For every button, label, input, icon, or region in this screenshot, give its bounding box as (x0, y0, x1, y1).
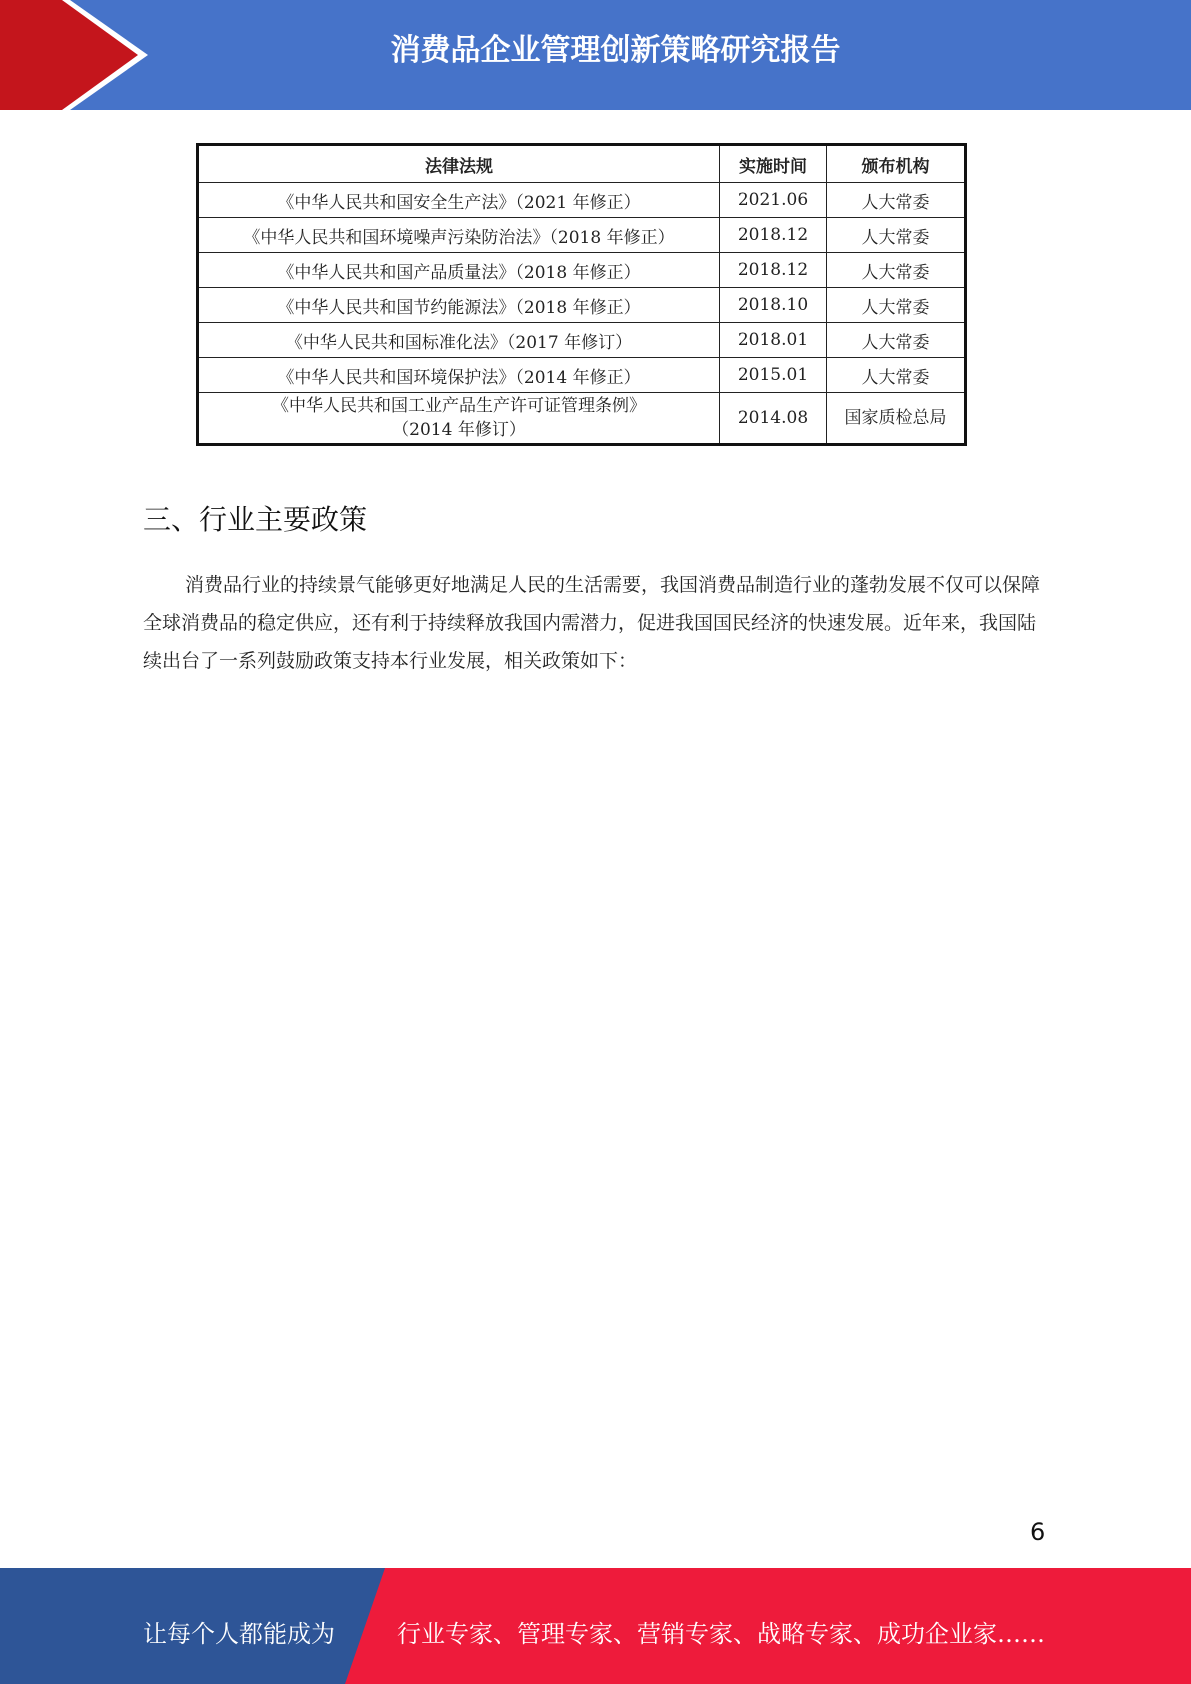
page-number: 6 (1030, 1518, 1046, 1546)
law-name-cell: 《中华人民共和国安全生产法》（2021 年修正） (198, 183, 720, 218)
table-row (198, 183, 966, 218)
date-cell: 2018.12 (720, 253, 827, 288)
body-paragraph: 消费品行业的持续景气能够更好地满足人民的生活需要，我国消费品制造行业的蓬勃发展不仅可以保障全球消费品的稳定供应，还有利于持续释放我国内需潜力，促进我国国民经济的快速发展。近年来，我国陆续出台了一系列鼓励政策支持本行业发展，相关政策如下： (143, 574, 1041, 672)
section-heading: 三、行业主要政策 (143, 503, 368, 536)
law-name-cell: 《中华人民共和国节约能源法》（2018 年修正） (198, 288, 720, 323)
footer-slogan-right: 行业专家、管理专家、营销专家、战略专家、成功企业家…… (397, 1620, 1045, 1648)
date-cell: 2014.08 (720, 393, 827, 445)
table-row (198, 218, 966, 253)
table-row (198, 358, 966, 393)
agency-cell: 人大常委 (827, 323, 966, 358)
law-name-line: 《中华人民共和国工业产品生产许可证管理条例》 (272, 396, 646, 416)
column-header-law: 法律法规 (198, 145, 720, 183)
table-row (198, 393, 966, 445)
agency-cell: 人大常委 (827, 253, 966, 288)
date-cell: 2018.10 (720, 288, 827, 323)
report-title: 消费品企业管理创新策略研究报告 (390, 33, 841, 68)
column-header-date: 实施时间 (720, 145, 827, 183)
table-header-row (198, 145, 966, 183)
law-name-cell: 《中华人民共和国环境噪声污染防治法》（2018 年修正） (198, 218, 720, 253)
agency-cell: 人大常委 (827, 288, 966, 323)
agency-cell: 人大常委 (827, 358, 966, 393)
law-name-cell: 《中华人民共和国环境保护法》（2014 年修正） (198, 358, 720, 393)
date-cell: 2018.12 (720, 218, 827, 253)
agency-cell: 人大常委 (827, 218, 966, 253)
column-header-agency: 颁布机构 (827, 145, 966, 183)
law-regulation-table (196, 143, 967, 446)
date-cell: 2018.01 (720, 323, 827, 358)
law-name-cell: 《中华人民共和国标准化法》（2017 年修订） (198, 323, 720, 358)
law-name-line: （2014 年修订） (392, 420, 526, 440)
table-row (198, 323, 966, 358)
date-cell: 2021.06 (720, 183, 827, 218)
footer-slogan-left: 让每个人都能成为 (143, 1620, 335, 1648)
law-name-cell (198, 393, 720, 445)
table-row (198, 288, 966, 323)
agency-cell: 国家质检总局 (827, 393, 966, 445)
date-cell: 2015.01 (720, 358, 827, 393)
agency-cell: 人大常委 (827, 183, 966, 218)
table-row (198, 253, 966, 288)
law-name-cell: 《中华人民共和国产品质量法》（2018 年修正） (198, 253, 720, 288)
